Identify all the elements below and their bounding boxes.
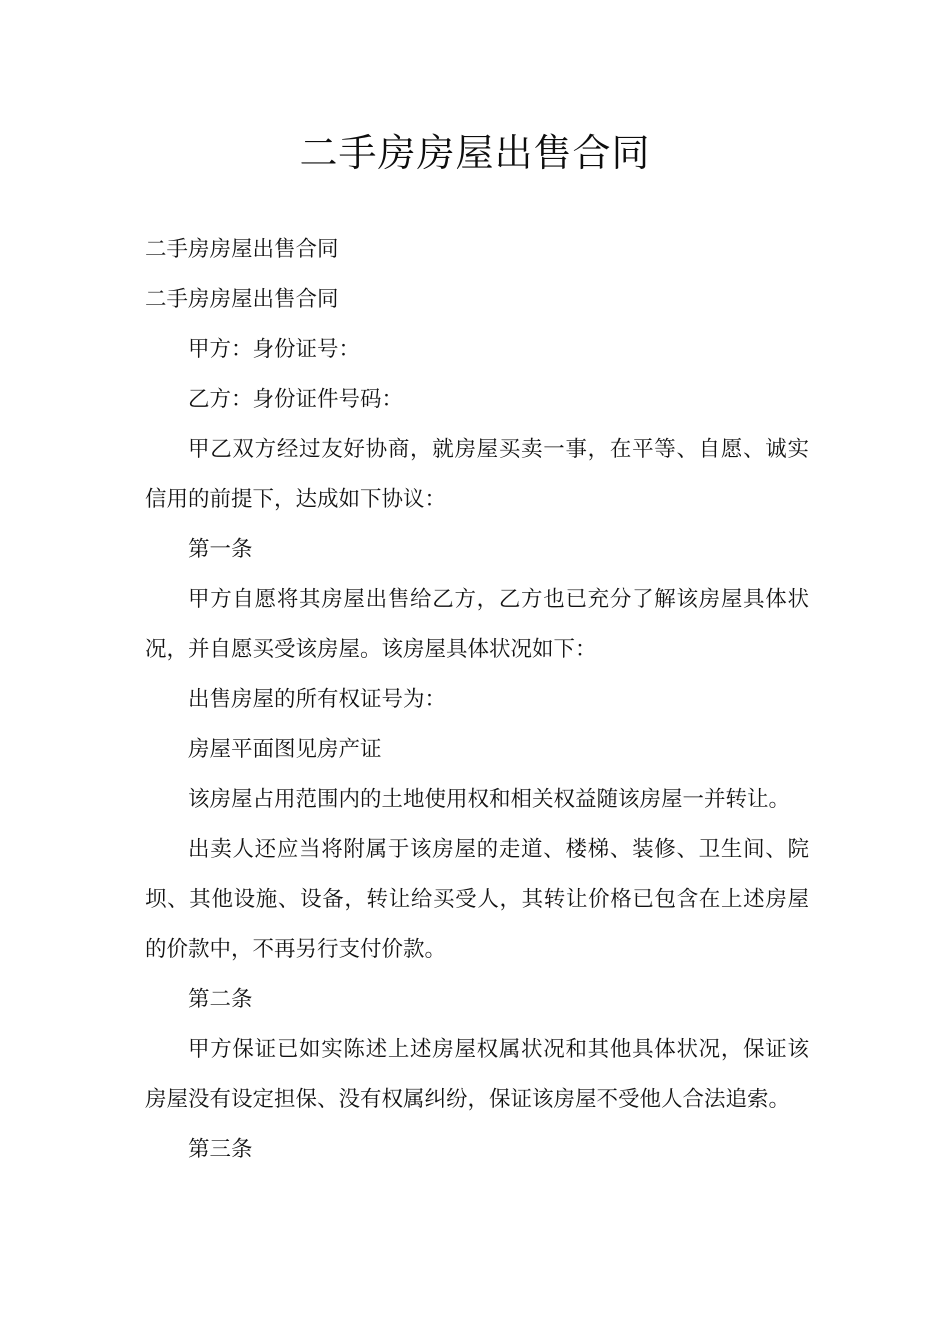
article-1-paragraph-4: 该房屋占用范围内的土地使用权和相关权益随该房屋一并转让。 <box>188 787 791 812</box>
document-title: 二手房房屋出售合同 <box>299 131 651 175</box>
paragraph-heading-1: 二手房房屋出售合同 <box>145 237 339 262</box>
article-1-paragraph-2: 出售房屋的所有权证号为： <box>188 687 447 712</box>
paragraph-preamble: 甲乙双方经过友好协商，就房屋买卖一事，在平等、自愿、诚实信用的前提下，达成如下协议： <box>145 437 809 512</box>
paragraph-party-a: 甲方：身份证号： <box>188 337 361 362</box>
article-1-paragraph-3: 房屋平面图见房产证 <box>188 737 382 762</box>
article-3-heading: 第三条 <box>188 1137 253 1162</box>
article-2-paragraph-1: 甲方保证已如实陈述上述房屋权属状况和其他具体状况，保证该房屋没有设定担保、没有权属纠纷，保证该房屋不受他人合法追索。 <box>145 1037 809 1112</box>
article-1-paragraph-1: 甲方自愿将其房屋出售给乙方，乙方也已充分了解该房屋具体状况，并自愿买受该房屋。该房屋具体状况如下： <box>145 587 809 662</box>
article-2-heading: 第二条 <box>188 987 253 1012</box>
article-1-heading: 第一条 <box>188 537 253 562</box>
article-1-paragraph-5: 出卖人还应当将附属于该房屋的走道、楼梯、装修、卫生间、院坝、其他设施、设备，转让给买受人，其转让价格已包含在上述房屋的价款中，不再另行支付价款。 <box>145 837 809 962</box>
document-body <box>145 225 809 1175</box>
paragraph-party-b: 乙方：身份证件号码： <box>188 387 404 412</box>
paragraph-heading-2: 二手房房屋出售合同 <box>145 287 339 312</box>
